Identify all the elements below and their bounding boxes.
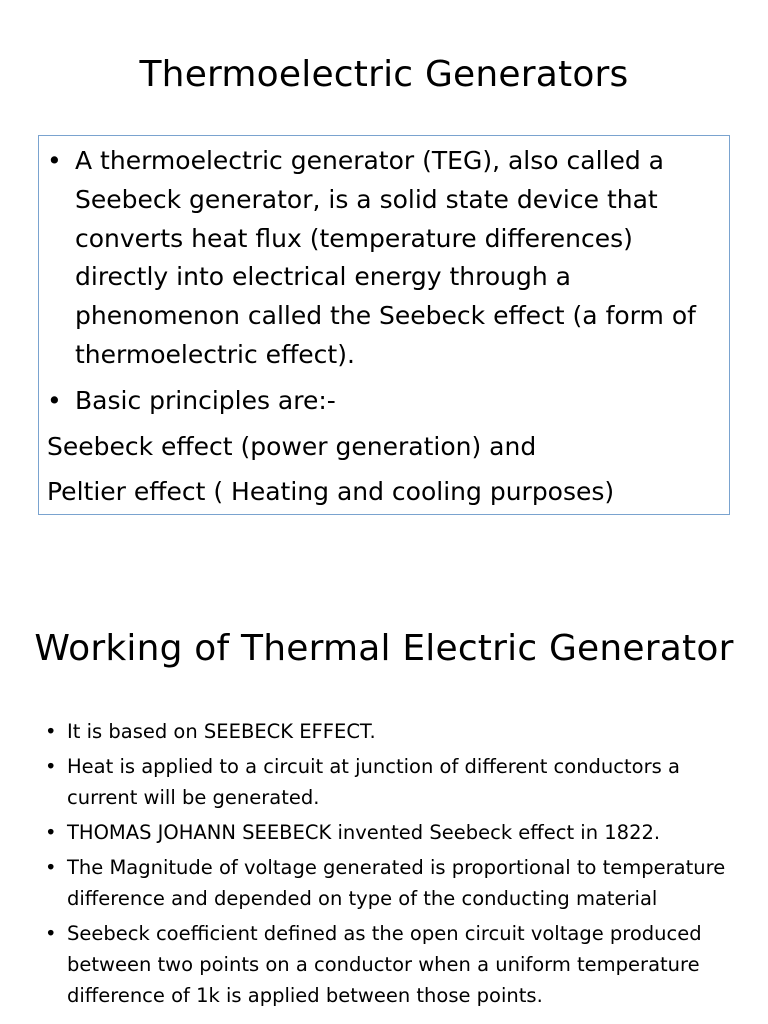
slide-title-working: Working of Thermal Electric Generator [34,628,734,669]
list-item: • THOMAS JOHANN SEEBECK invented Seebeck effect in 1822. [45,817,735,848]
list-item: • Seebeck coefficient defined as the open circuit voltage produced between two points on a conductor when a uniform temperature difference of 1k is applied between those points. [45,918,735,1011]
slide-title: Thermoelectric Generators [139,54,629,95]
content-box [38,135,730,515]
peltier-effect-line: Peltier effect ( Heating and cooling purposes) [47,477,615,506]
list-item: • A thermoelectric generator (TEG), also called a Seebeck generator, is a solid state device that converts heat flux (temperature differences) directly into electrical energy through a phenomenon called the Seebeck effect (a form of thermoelectric effect). [47,142,725,375]
working-bullet-list [45,716,735,1015]
list-item: • It is based on SEEBECK EFFECT. [45,716,735,747]
bullet-list [47,142,725,428]
list-item: • Heat is applied to a circuit at junction of different conductors a current will be generated. [45,751,735,813]
list-item: • Basic principles are:- [47,382,725,421]
list-item: • The Magnitude of voltage generated is proportional to temperature difference and depended on type of the conducting material [45,852,735,914]
seebeck-effect-line: Seebeck effect (power generation) and [47,432,537,461]
